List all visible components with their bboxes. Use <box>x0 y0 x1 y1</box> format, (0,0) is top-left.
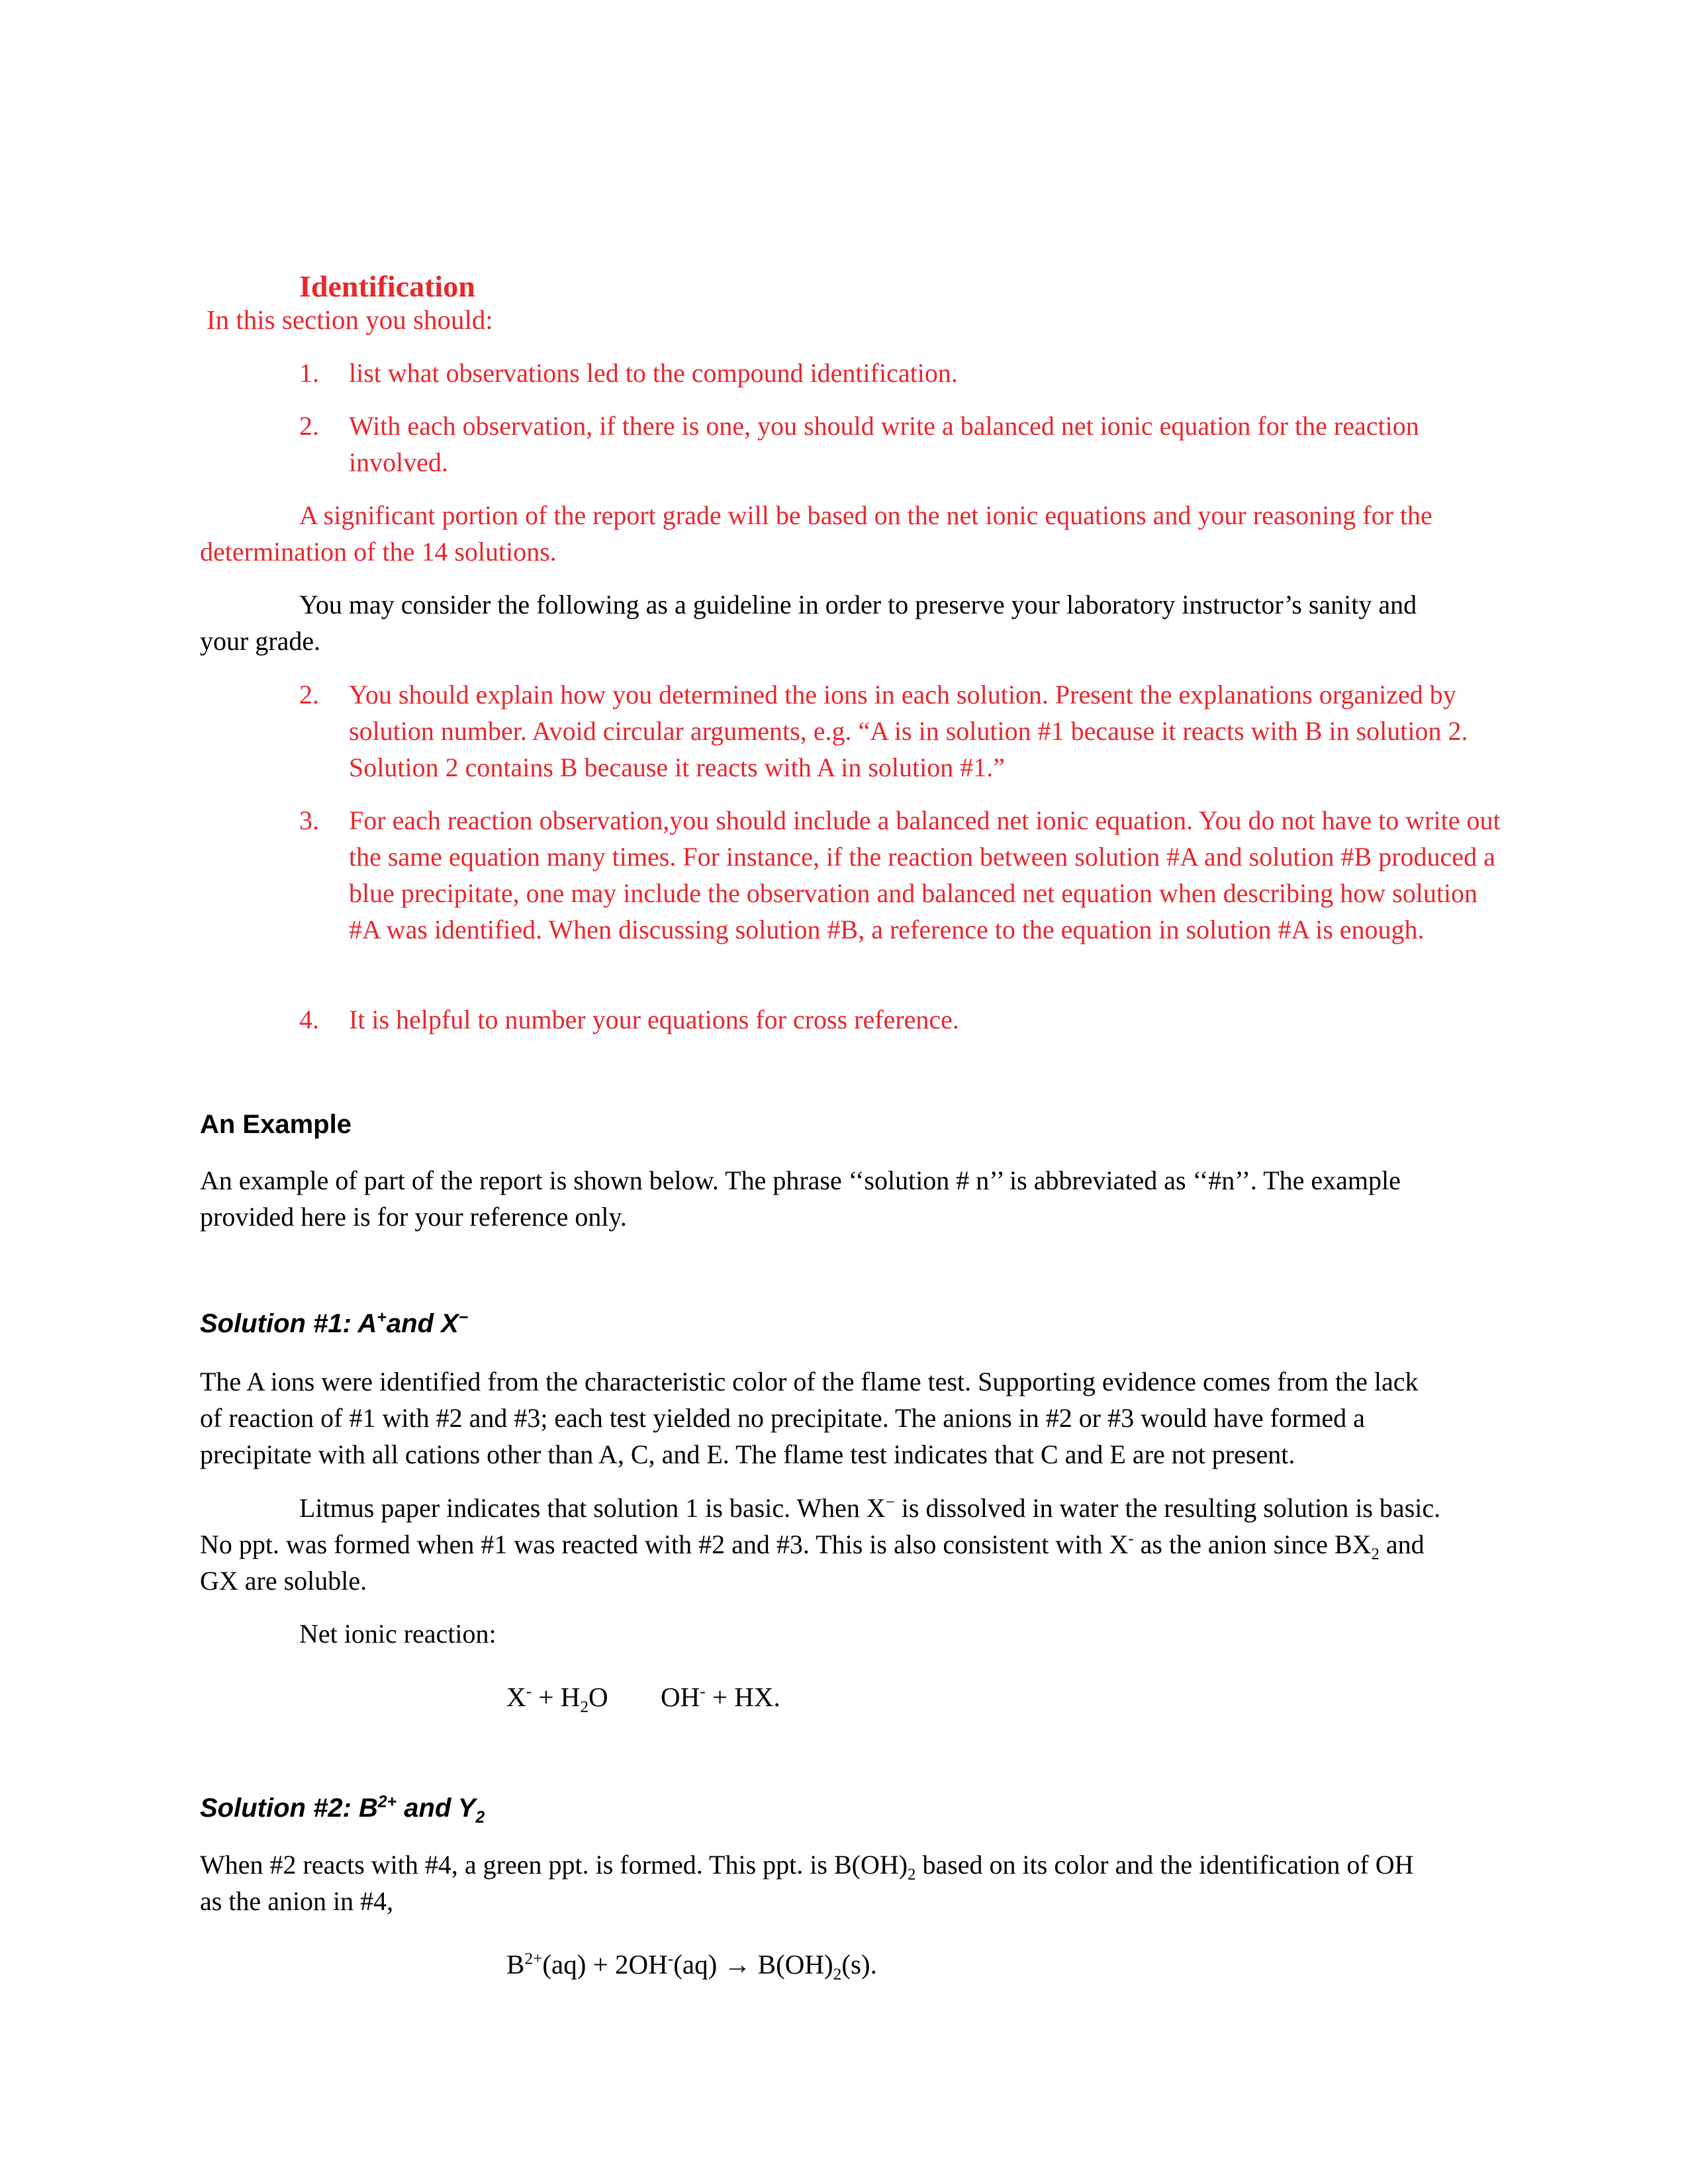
example-text-line-1: An example of part of the report is shown below. The phrase ‘‘solution # n’’ is abbreviated as ‘‘#n’’. The example <box>200 1165 1401 1195</box>
solution-1-title: Solution #1: A+and X− <box>200 1308 469 1338</box>
step-2-number: 2. <box>299 411 319 441</box>
solution-1-para-1-line-3: precipitate with all cations other than A, C, and E. The flame test indicates that C and E are not present. <box>200 1439 1295 1469</box>
solution-2-para-1-line-2: as the anion in #4, <box>200 1886 394 1916</box>
step-1-text: list what observations led to the compound identification. <box>349 358 958 388</box>
solution-2-equation: $B^{2+}(aq) + 2OH^-(aq) \to B(OH)_2(s)$. <box>506 1949 877 1984</box>
solution-1-para-2-line-3: GX are soluble. <box>200 1566 367 1596</box>
guideline-2-number: 2. <box>299 680 319 709</box>
step-1-number: 1. <box>299 358 319 388</box>
solution-1-para-1-line-1: The A ions were identified from the characteristic color of the flame test. Supporting evidence comes from the lack <box>200 1367 1419 1396</box>
guideline-4-text: It is helpful to number your equations for cross reference. <box>349 1005 959 1034</box>
solution-2-title: Solution #2: $B^{2+}$ and $Y_2$ <box>200 1793 485 1827</box>
solution-1-equation-products: OH- + HX. <box>661 1682 780 1712</box>
guideline-intro-line-1: You may consider the following as a guideline in order to preserve your laboratory instructor’s sanity and <box>299 590 1417 619</box>
solution-1-para-2-line-2: No ppt. was formed when #1 was reacted with #2 and #3. This is also consistent with X- as the anion since $BX_2$ and <box>200 1529 1425 1563</box>
step-2-text: With each observation, if there is one, you should write a balanced net ionic equation for the reaction involved. <box>349 411 1419 477</box>
example-text-line-2: provided here is for your reference only. <box>200 1202 627 1232</box>
solution-2-para-1-line-1: When #2 reacts with #4, a green ppt. is formed. This ppt. is $B(OH)_2$ based on its color and the identification of OH <box>200 1850 1414 1884</box>
grade-note-line-2: determination of the 14 solutions. <box>200 537 557 567</box>
net-ionic-label: Net ionic reaction: <box>299 1619 496 1649</box>
solution-1-equation: $X^- + H_2O$ <box>506 1682 608 1717</box>
guideline-3-number: 3. <box>299 805 319 835</box>
guideline-intro-line-2: your grade. <box>200 626 321 656</box>
grade-note-line-1: A significant portion of the report grade will be based on the net ionic equations and your reasoning for the <box>299 500 1432 530</box>
guideline-4-number: 4. <box>299 1005 319 1034</box>
example-heading: An Example <box>200 1110 352 1139</box>
guideline-2-text: You should explain how you determined the ions in each solution. Present the explanations organized by solution number. Avoid circular arguments, e.g. “A is in solution #1 because it reacts with B in solution 2. Solution 2 contains B because it reacts with A in solution #1.” <box>349 680 1468 782</box>
identification-heading: Identification <box>299 269 475 303</box>
identification-intro: In this section you should: <box>207 304 493 335</box>
solution-1-para-1-line-2: of reaction of #1 with #2 and #3; each test yielded no precipitate. The anions in #2 or #3 would have formed a <box>200 1403 1365 1433</box>
solution-1-para-2-line-1: Litmus paper indicates that solution 1 is basic. When X− is dissolved in water the resulting solution is basic. <box>299 1493 1441 1523</box>
guideline-3-text: For each reaction observation,you should include a balanced net ionic equation. You do not have to write out the same equation many times. For instance, if the reaction between solution #A and solution #B produced a blue precipitate, one may include the observation and balanced net equation when describing how solution #A was identified. When discussing solution #B, a reference to the equation in solution #A is enough. <box>349 805 1501 944</box>
